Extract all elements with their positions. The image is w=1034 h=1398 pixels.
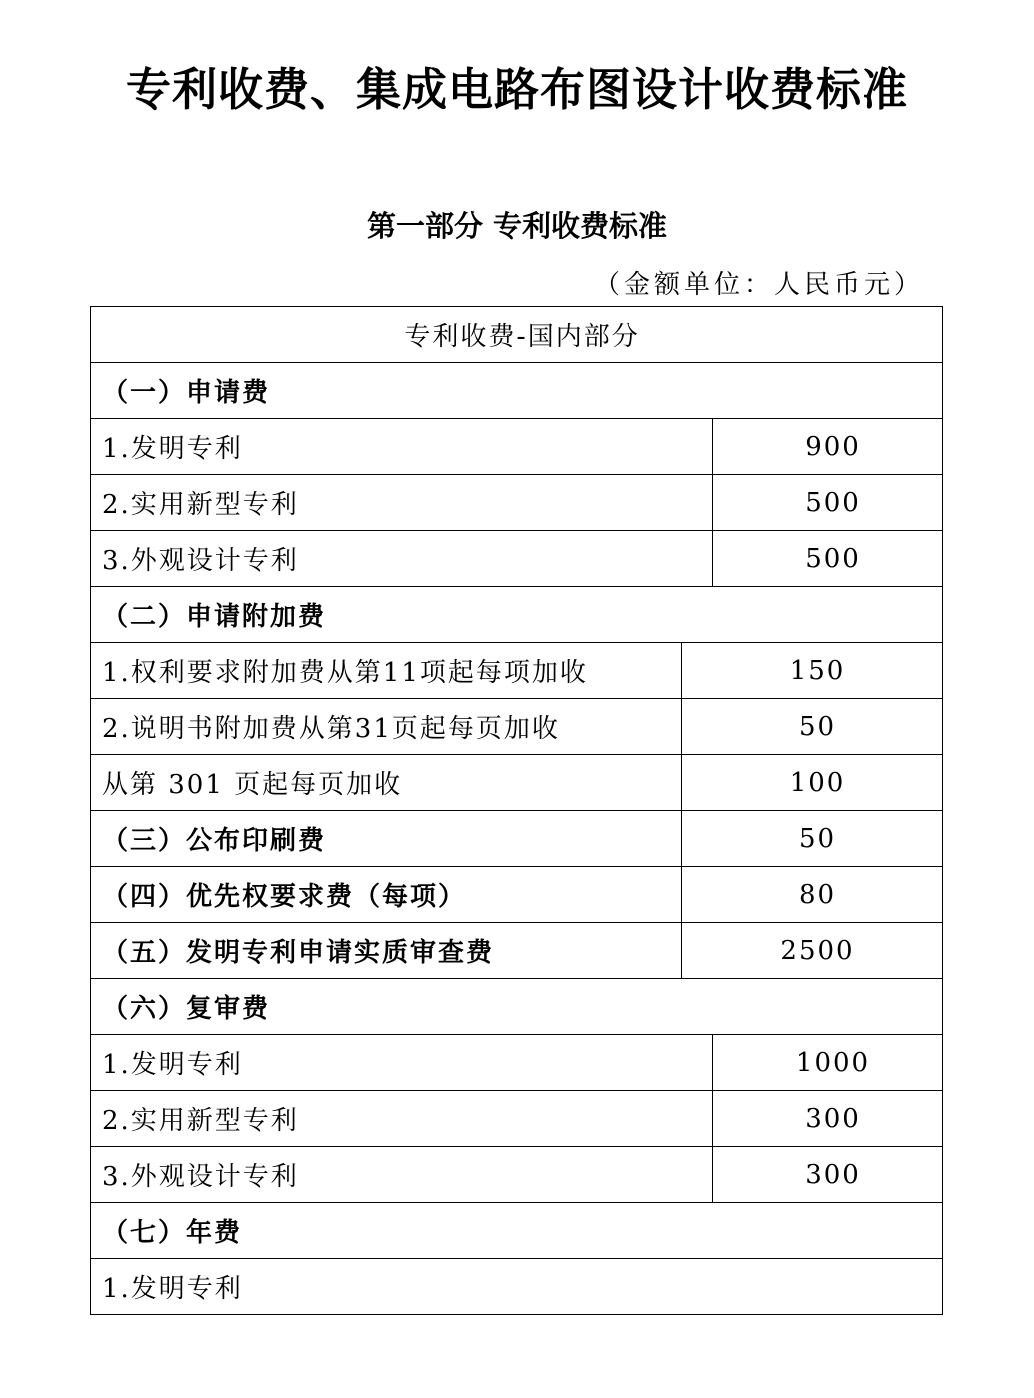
section-heading-row: [91, 979, 943, 1035]
section-heading-application-fee: （一）申请费: [91, 363, 943, 419]
table-row: [91, 1147, 943, 1203]
table-row: [91, 531, 943, 587]
section-heading-row: [91, 363, 943, 419]
table-row: [91, 475, 943, 531]
table-row: [91, 1035, 943, 1091]
section-heading-reexamination-fee: （六）复审费: [91, 979, 943, 1035]
table-row: [91, 1091, 943, 1147]
fee-value: 300: [713, 1091, 943, 1147]
fee-value: 1000: [713, 1035, 943, 1091]
fee-label: 1.发明专利: [91, 419, 713, 475]
fee-label: 1.发明专利: [91, 1035, 713, 1091]
fee-value: 300: [713, 1147, 943, 1203]
fee-label: 2.说明书附加费从第31页起每页加收: [91, 699, 682, 755]
table-row: [91, 699, 943, 755]
table-row: [91, 643, 943, 699]
fee-table: [90, 306, 943, 1315]
part-title: 第一部分 专利收费标准: [366, 209, 668, 243]
fee-label: 1.发明专利: [91, 1259, 943, 1315]
fee-label: 3.外观设计专利: [91, 1147, 713, 1203]
unit-note: （金额单位：人民币元）: [593, 270, 924, 300]
section-heading-additional-fee: （二）申请附加费: [91, 587, 943, 643]
section-heading-annual-fee: （七）年费: [91, 1203, 943, 1259]
fee-value: 100: [682, 755, 943, 811]
section-heading-row: [91, 587, 943, 643]
fee-value: 500: [713, 531, 943, 587]
table-row: [91, 811, 943, 867]
fee-label: 2.实用新型专利: [91, 475, 713, 531]
table-row: [91, 923, 943, 979]
table-row: [91, 1259, 943, 1315]
table-header-row: [91, 307, 943, 363]
fee-value: 50: [682, 811, 943, 867]
fee-value: 900: [713, 419, 943, 475]
fee-label: 从第 301 页起每页加收: [91, 755, 682, 811]
table-row: [91, 867, 943, 923]
table-header: 专利收费-国内部分: [91, 307, 943, 363]
fee-label: 1.权利要求附加费从第11项起每项加收: [91, 643, 682, 699]
page-title: 专利收费、集成电路布图设计收费标准: [125, 63, 908, 116]
fee-value: 2500: [682, 923, 943, 979]
fee-value: 150: [682, 643, 943, 699]
fee-value: 500: [713, 475, 943, 531]
table-row: [91, 755, 943, 811]
fee-label: 2.实用新型专利: [91, 1091, 713, 1147]
fee-value: 50: [682, 699, 943, 755]
section-heading-printing-fee: （三）公布印刷费: [91, 811, 682, 867]
fee-value: 80: [682, 867, 943, 923]
section-heading-examination-fee: （五）发明专利申请实质审查费: [91, 923, 682, 979]
section-heading-priority-fee: （四）优先权要求费（每项）: [91, 867, 682, 923]
table-row: [91, 419, 943, 475]
section-heading-row: [91, 1203, 943, 1259]
fee-label: 3.外观设计专利: [91, 531, 713, 587]
